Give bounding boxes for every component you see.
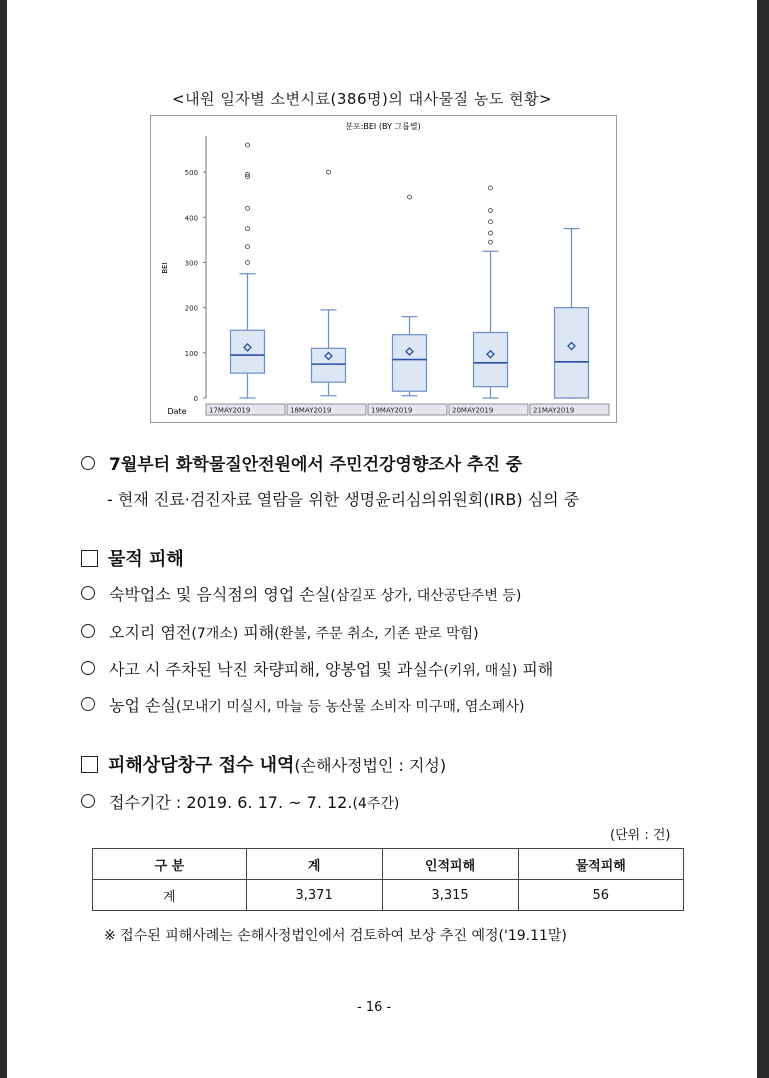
outlier-point	[327, 170, 331, 174]
section1-sub: - 현재 진료·검진자료 열람을 위한 생명윤리심의위원회(IRB) 심의 중	[107, 490, 580, 509]
item-paren: (삼길포 상가, 대산공단주변 등)	[330, 588, 522, 604]
outlier-point	[246, 227, 250, 231]
table-unit: (단위 : 건)	[610, 828, 671, 843]
cell-category: 계	[93, 880, 247, 911]
square-bullet-icon	[81, 550, 98, 567]
section2-heading	[81, 545, 184, 571]
outlier-point	[246, 143, 250, 147]
table-header-row	[93, 849, 684, 880]
section1-bullet	[81, 450, 522, 475]
x-tick-label: 17MAY2019	[209, 406, 251, 415]
section3-title-paren: (손해사정법인 : 지성)	[294, 756, 447, 775]
item-paren: (키위, 매실)	[443, 663, 518, 679]
section2-title: 물적 피해	[108, 549, 184, 570]
header-personal: 인적피해	[382, 849, 518, 880]
circle-bullet-icon	[81, 456, 95, 470]
section2-item	[81, 657, 553, 680]
document-page	[7, 0, 757, 1078]
section3-heading	[81, 751, 446, 777]
circle-bullet-icon	[81, 586, 95, 600]
x-tick-label: 20MAY2019	[452, 406, 494, 415]
item-text: 사고 시 주차된 낙진 차량피해, 양봉업 및 과실수	[109, 660, 444, 679]
x-axis-label: Date	[167, 407, 187, 416]
page-number: - 16 -	[357, 1000, 392, 1015]
y-tick-label: 500	[184, 169, 198, 178]
outlier-point	[246, 260, 250, 264]
period-label: 접수기간 : 2019. 6. 17. ~ 7. 12.	[109, 793, 353, 812]
section2-item	[81, 620, 479, 643]
item-text: 오지리 염전	[109, 623, 192, 642]
outlier-point	[489, 220, 493, 224]
x-tick-label: 21MAY2019	[533, 406, 575, 415]
item-paren: (7개소)	[191, 626, 239, 642]
outlier-point	[489, 231, 493, 235]
header-total: 계	[246, 849, 382, 880]
chart-title: 분포:BEI (BY 그룹별)	[345, 122, 421, 131]
outlier-point	[489, 186, 493, 190]
footnote: ※ 접수된 피해사례는 손해사정법인에서 검토하여 보상 추진 예정('19.11말)	[104, 928, 567, 944]
item-paren: (모내기 미실시, 마늘 등 농산물 소비자 미구매, 염소폐사)	[175, 699, 525, 715]
circle-bullet-icon	[81, 697, 95, 711]
claims-table	[92, 848, 684, 911]
outlier-point	[408, 195, 412, 199]
boxplot-chart	[150, 115, 617, 423]
boxplot-svg	[151, 116, 616, 422]
outlier-point	[489, 240, 493, 244]
item-tail: 피해	[238, 623, 275, 642]
y-tick-label: 300	[184, 259, 198, 268]
item-text: 숙박업소 및 음식점의 영업 손실	[109, 585, 331, 604]
x-tick-label: 18MAY2019	[290, 406, 332, 415]
item-text: 농업 손실	[109, 696, 176, 715]
box-iqr	[393, 335, 427, 391]
section3-title: 피해상담창구 접수 내역	[108, 755, 295, 776]
y-tick-label: 200	[184, 304, 198, 313]
y-tick-label: 400	[184, 214, 198, 223]
box-iqr	[474, 333, 508, 387]
item-paren: (환불, 주문 취소, 기존 판로 막힘)	[274, 626, 479, 642]
period-line	[81, 790, 399, 813]
y-tick-label: 100	[184, 349, 198, 358]
x-tick-label: 19MAY2019	[371, 406, 413, 415]
section1-bullet-text: 7월부터 화학물질안전원에서 주민건강영향조사 추진 중	[109, 455, 523, 475]
outlier-point	[246, 206, 250, 210]
header-category: 구 분	[93, 849, 247, 880]
chart-caption: <내원 일자별 소변시료(386명)의 대사물질 농도 현황>	[172, 90, 553, 108]
box-iqr	[555, 308, 589, 398]
y-axis-label: BEI	[161, 262, 169, 274]
circle-bullet-icon	[81, 794, 95, 808]
square-bullet-icon	[81, 756, 98, 773]
cell-property: 56	[518, 880, 684, 911]
outlier-point	[246, 245, 250, 249]
cell-personal: 3,315	[382, 880, 518, 911]
period-paren: (4주간)	[352, 796, 400, 812]
section2-item	[81, 582, 521, 605]
y-tick-label: 0	[193, 395, 198, 403]
circle-bullet-icon	[81, 661, 95, 675]
cell-total: 3,371	[246, 880, 382, 911]
outlier-point	[489, 209, 493, 213]
section2-item	[81, 693, 524, 716]
circle-bullet-icon	[81, 624, 95, 638]
table-row	[93, 880, 684, 911]
item-tail: 피해	[517, 660, 554, 679]
header-property: 물적피해	[518, 849, 684, 880]
